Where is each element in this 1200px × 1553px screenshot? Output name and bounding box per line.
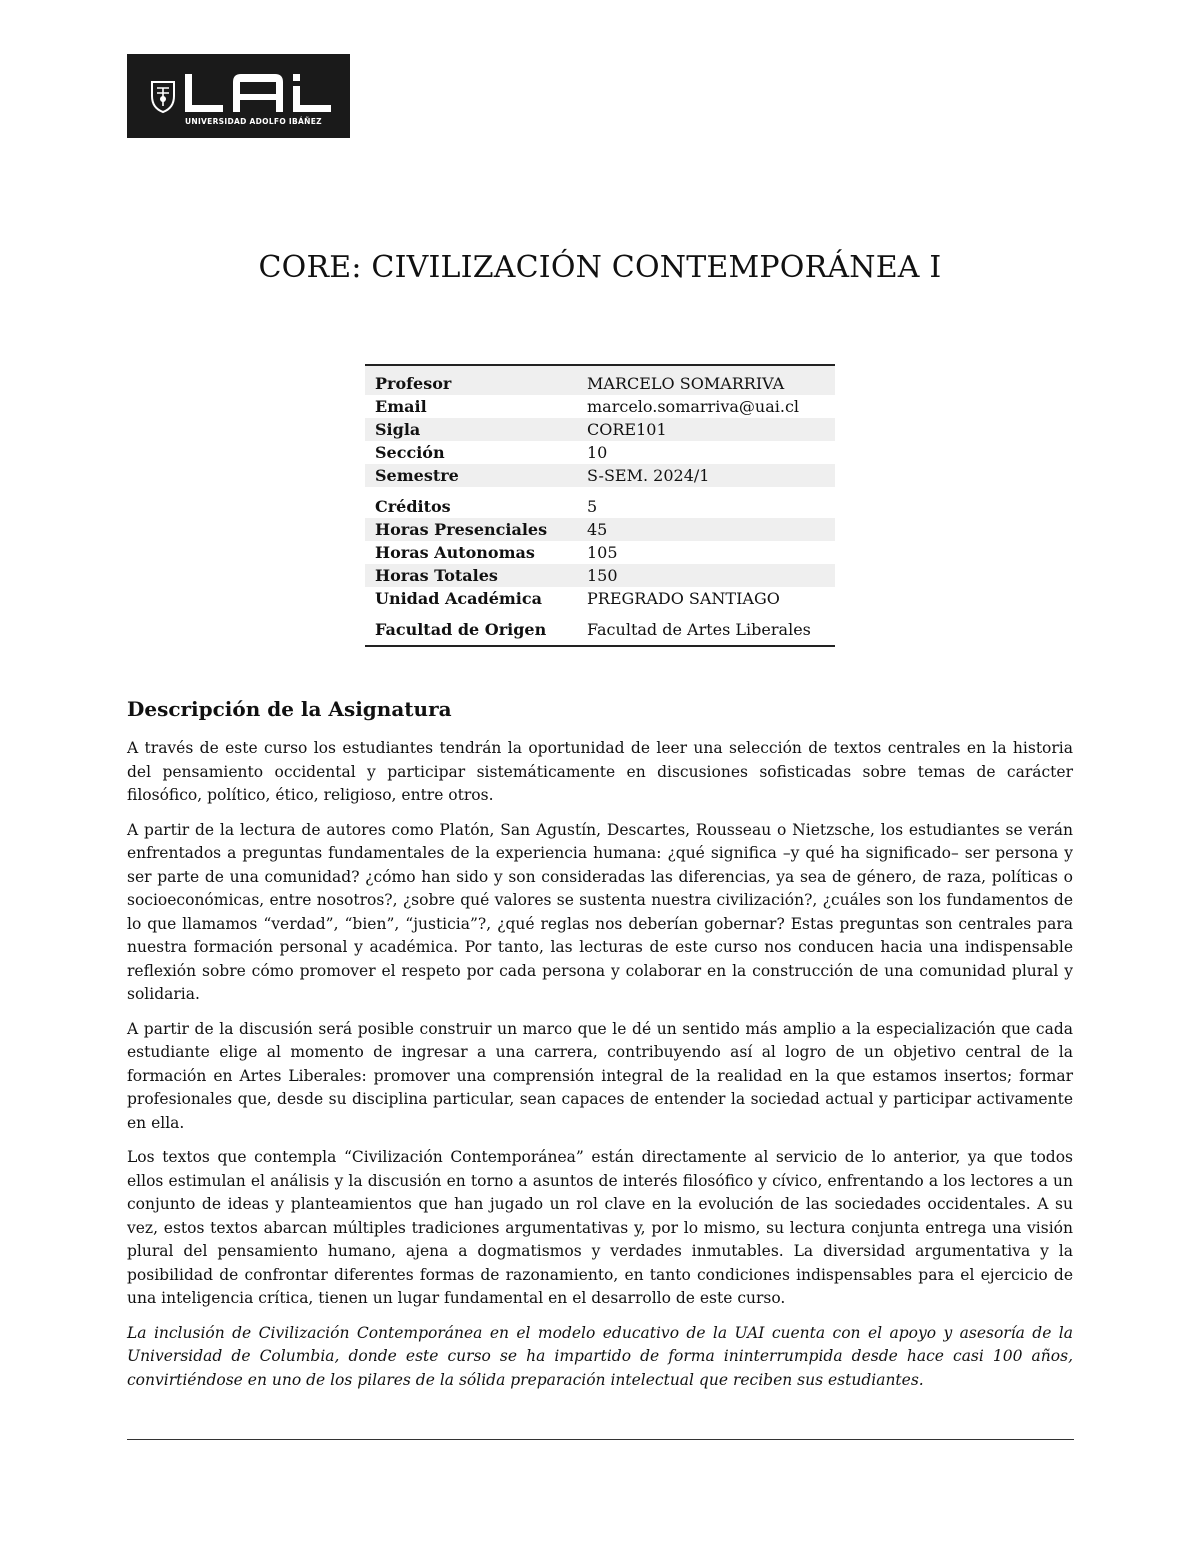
row-value: 45 [577,518,835,541]
crest-icon [149,78,177,114]
page-title: CORE: CIVILIZACIÓN CONTEMPORÁNEA I [258,250,942,285]
table-row [365,541,835,564]
course-info-table [365,364,835,647]
footer-divider [127,1439,1074,1440]
row-label: Facultad de Origen [375,620,547,639]
row-value: MARCELO SOMARRIVA [577,365,835,395]
table-row [365,518,835,541]
uai-wordmark-icon [185,74,335,112]
row-value: Facultad de Artes Liberales [587,620,811,639]
table-row [365,487,835,518]
row-value: 5 [587,497,598,516]
paragraph: A partir de la lectura de autores como Platón, San Agustín, Descartes, Rousseau o Nietzsche, los estudiantes se verán enfrentados a preguntas fundamentales de la experiencia humana: ¿qué significa –y qué ha significado– ser persona y ser parte de una comunidad? ¿cómo han sido y son consideradas las diferencias, ya sea de género, de raza, políticas o socioeconómicas, entre nosotros?, ¿sobre qué valores se sustenta nuestra civilización?, ¿cuáles son los fundamentos de lo que llamamos “verdad”, “bien”, “justicia”?, ¿qué reglas nos deberían gobernar? Estas preguntas son centrales para nuestra formación personal y académica. Por tanto, las lecturas de este curso nos conducen hacia una indispensable reflexión sobre cómo promover el respeto por cada persona y colaborar en la construcción de una comunidad plural y solidaria. [127,820,1073,1003]
paragraph: Los textos que contempla “Civilización Contemporánea” están directamente al servicio de lo anterior, ya que todos ellos estimulan el análisis y la discusión en torno a asuntos de interés filosófico y cívico, enfrentando a los lectores a un conjunto de ideas y planteamientos que han jugado un rol clave en la evolución de las sociedades occidentales. A su vez, estos textos abarcan múltiples tradiciones argumentativas y, por lo mismo, su lectura conjunta entrega una visión plural del pensamiento humano, ajena a dogmatismos y verdades inmutables. La diversidad argumentativa y la posibilidad de confrontar diferentes formas de razonamiento, en tanto condiciones indispensables para el ejercicio de una inteligencia crítica, tienen un lugar fundamental en el desarrollo de este curso. [127,1148,1073,1307]
table-row [365,610,835,646]
table-row [365,587,835,610]
university-name: UNIVERSIDAD ADOLFO IBÁÑEZ [185,117,322,126]
row-label: Sección [375,443,445,462]
table-row [365,564,835,587]
row-label: Email [375,397,427,416]
paragraph: A partir de la discusión será posible construir un marco que le dé un sentido más amplio a la especialización que cada estudiante elige al momento de ingresar a una carrera, contribuyendo así al logro de un objetivo central de la formación en Artes Liberales: promover una comprensión integral de la realidad en la que estamos insertos; formar profesionales que, desde su disciplina particular, sean capaces de entender la sociedad actual y participar activamente en ella. [127,1019,1073,1132]
row-label: Semestre [365,464,577,487]
row-value: 105 [587,543,618,562]
row-label: Créditos [375,497,451,516]
row-label: Horas Autonomas [375,543,535,562]
row-label: Profesor [365,365,577,395]
paragraph: A través de este curso los estudiantes tendrán la oportunidad de leer una selección de textos centrales en la historia del pensamiento occidental y participar sistemáticamente en discusiones sofisticadas sobre temas de carácter filosófico, político, ético, religioso, entre otros. [127,739,1073,804]
row-label: Unidad Académica [375,589,542,608]
description-body [127,737,1073,1403]
table-row [365,395,835,418]
table-row [365,441,835,464]
university-logo [127,54,350,138]
row-label: Sigla [365,418,577,441]
row-value: CORE101 [577,418,835,441]
section-heading: Descripción de la Asignatura [127,697,452,721]
row-value: S-SEM. 2024/1 [577,464,835,487]
row-label: Horas Totales [365,564,577,587]
row-value: 150 [577,564,835,587]
table-row [365,464,835,487]
closing-note: La inclusión de Civilización Contemporánea en el modelo educativo de la UAI cuenta con el apoyo y asesoría de la Universidad de Columbia, donde este curso se ha impartido de forma ininterrumpida desde hace casi 100 años, convirtiéndose en uno de los pilares de la sólida preparación intelectual que reciben sus estudiantes. [127,1323,1073,1389]
row-value: 10 [587,443,608,462]
table-row [365,365,835,395]
row-value: PREGRADO SANTIAGO [587,589,780,608]
row-label: Horas Presenciales [365,518,577,541]
row-value[interactable]: marcelo.somarriva@uai.cl [587,397,800,416]
table-row [365,418,835,441]
